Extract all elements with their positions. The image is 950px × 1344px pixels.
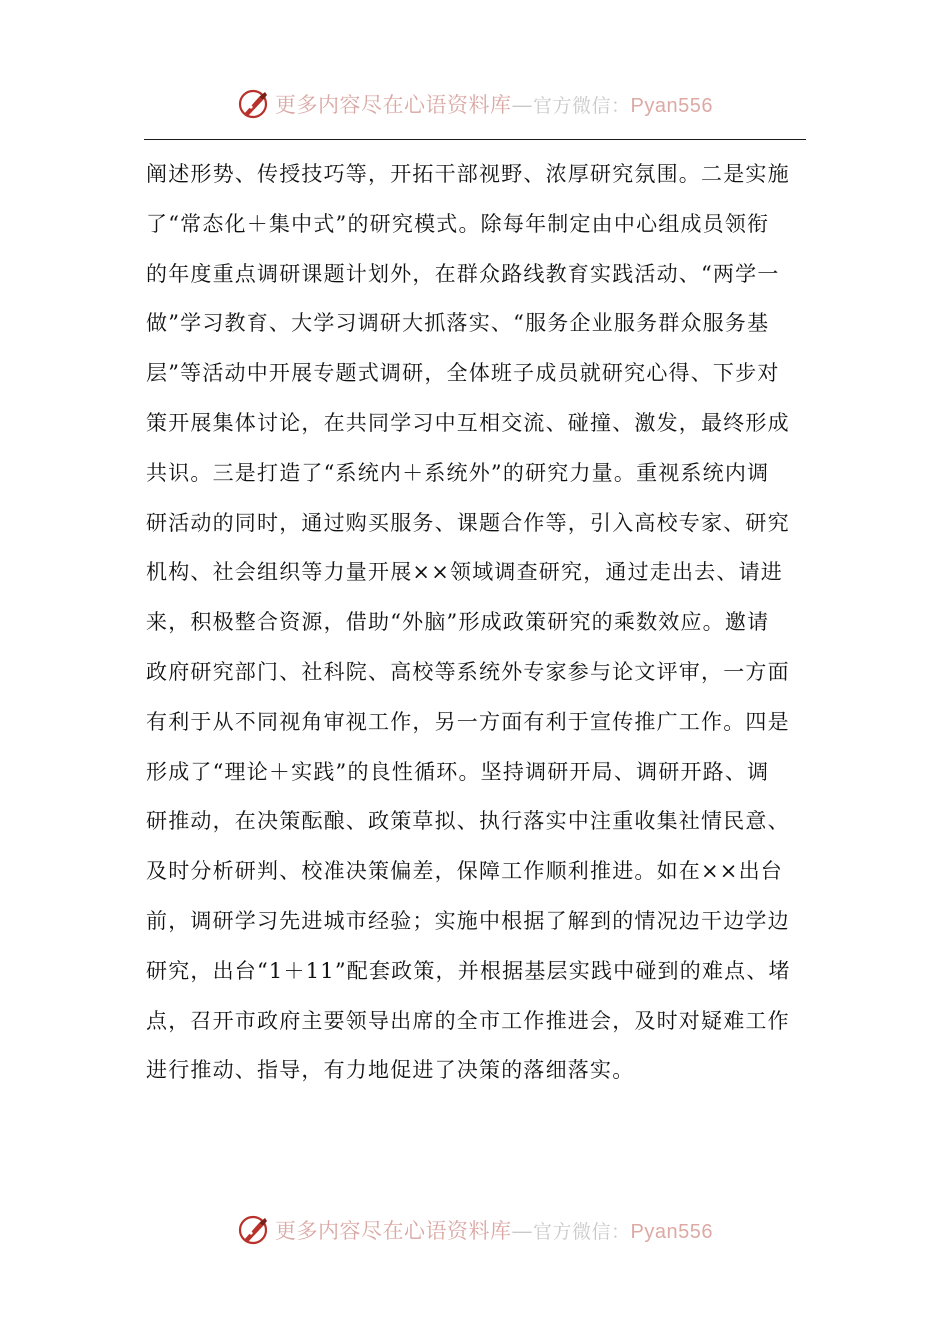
body-line: 及时分析研判、校准决策偏差，保障工作顺利推进。如在××出台	[146, 859, 783, 884]
body-line: 研究，出台“1＋11”配套政策，并根据基层实践中碰到的难点、堵	[146, 958, 791, 983]
pen-nib-logo-icon	[237, 87, 271, 121]
body-line: 机构、社会组织等力量开展××领域调查研究，通过走出去、请进	[146, 560, 783, 585]
footer-dash: —	[511, 1219, 533, 1243]
footer-banner	[0, 1206, 950, 1254]
body-line: 层”等活动中开展专题式调研，全体班子成员就研究心得、下步对	[146, 361, 780, 386]
header-divider	[144, 139, 806, 140]
header-wechat-id: Pyan556	[630, 95, 713, 117]
footer-wechat-id: Pyan556	[630, 1221, 713, 1243]
header-dash: —	[511, 93, 533, 117]
body-line: 形成了“理论＋实践”的良性循环。坚持调研开局、调研开路、调	[146, 759, 770, 784]
footer-banner-text	[275, 1215, 713, 1245]
body-line: 的年度重点调研课题计划外，在群众路线教育实践活动、“两学一	[146, 261, 780, 286]
header-wechat-label: 官方微信：	[533, 95, 631, 117]
body-line: 进行推动、指导，有力地促进了决策的落细落实。	[146, 1058, 635, 1083]
body-line: 有利于从不同视角审视工作，另一方面有利于宣传推广工作。四是	[146, 709, 790, 734]
body-line: 研推动，在决策酝酿、政策草拟、执行落实中注重收集社情民意、	[146, 809, 790, 834]
body-line: 阐述形势、传授技巧等，开拓干部视野、浓厚研究氛围。二是实施	[146, 162, 790, 186]
header-banner	[0, 80, 950, 128]
pen-nib-logo-icon	[237, 1213, 271, 1247]
body-line: 了“常态化＋集中式”的研究模式。除每年制定由中心组成员领衔	[146, 211, 770, 236]
body-line: 策开展集体讨论，在共同学习中互相交流、碰撞、激发，最终形成	[146, 410, 790, 435]
body-line: 研活动的同时，通过购买服务、课题合作等，引入高校专家、研究	[146, 510, 790, 535]
body-line: 点，召开市政府主要领导出席的全市工作推进会，及时对疑难工作	[146, 1008, 790, 1033]
header-banner-text	[275, 89, 713, 119]
body-line: 做”学习教育、大学习调研大抓落实、“服务企业服务群众服务基	[146, 311, 770, 336]
document-body	[146, 150, 806, 1096]
body-line: 前，调研学习先进城市经验；实施中根据了解到的情况边干边学边	[146, 908, 790, 933]
body-line: 来，积极整合资源，借助“外脑”形成政策研究的乘数效应。邀请	[146, 610, 770, 635]
header-brand: 更多内容尽在心语资料库	[275, 93, 512, 117]
footer-brand: 更多内容尽在心语资料库	[275, 1219, 512, 1243]
footer-wechat-label: 官方微信：	[533, 1221, 631, 1243]
body-line: 共识。三是打造了“系统内＋系统外”的研究力量。重视系统内调	[146, 460, 770, 485]
body-line: 政府研究部门、社科院、高校等系统外专家参与论文评审，一方面	[146, 659, 790, 684]
